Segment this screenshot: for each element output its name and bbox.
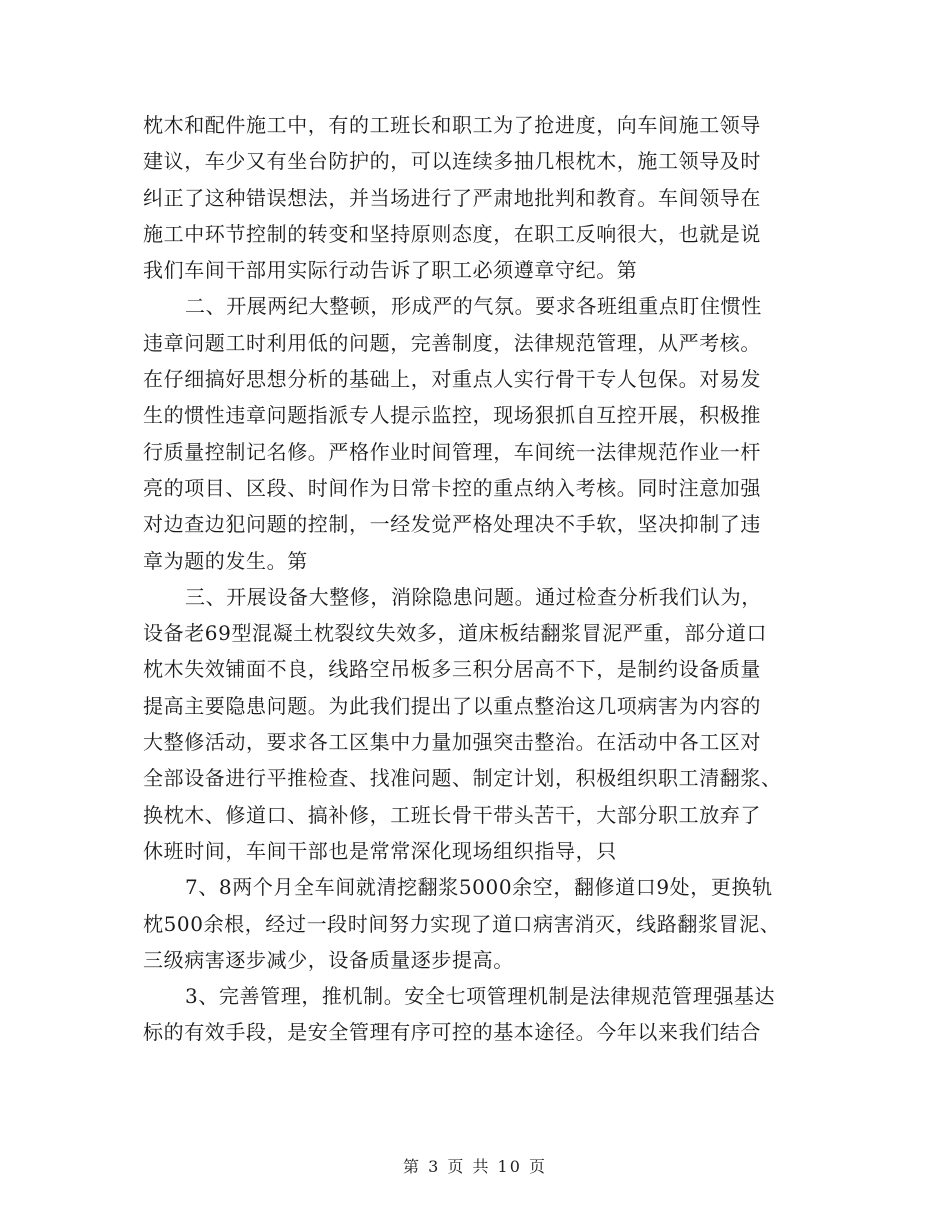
text-line: 违章问题工时利用低的问题，完善制度，法律规范管理，从严考核。 (143, 330, 761, 355)
text-line: 亮的项目、区段、时间作为日常卡控的重点纳入考核。同时注意加强 (143, 475, 761, 500)
text-line: 大整修活动，要求各工区集中力量加强突击整治。在活动中各工区对 (143, 730, 761, 755)
text-line: 三级病害逐步减少，设备质量逐步提高。 (143, 947, 514, 972)
text-line: 提高主要隐患问题。为此我们提出了以重点整治这几项病害为内容的 (143, 693, 761, 718)
text-line: 枕木和配件施工中，有的工班长和职工为了抢进度，向车间施工领导 (143, 113, 761, 137)
text-line: 设备老69型混凝土枕裂纹失效多，道床板结翻浆冒泥严重，部分道口 (143, 621, 768, 646)
text-line: 章为题的发生。第 (143, 548, 308, 573)
body-text (143, 107, 808, 1051)
text-line: 全部设备进行平推检查、找准问题、制定计划，积极组织职工清翻浆、 (143, 766, 782, 791)
text-line: 枕500余根，经过一段时间努力实现了道口病害消灭，线路翻浆冒泥、 (143, 911, 781, 936)
text-line: 行质量控制记名修。严格作业时间管理，车间统一法律规范作业一杆 (143, 439, 761, 464)
text-line: 二、开展两纪大整顿，形成严的气氛。要求各班组重点盯住惯性 (185, 294, 762, 319)
text-line: 标的有效手段，是安全管理有序可控的基本途径。今年以来我们结合 (143, 1020, 761, 1045)
text-line: 休班时间，车间干部也是常常深化现场组织指导，只 (143, 838, 617, 863)
text-line: 我们车间干部用实际行动告诉了职工必须遵章守纪。第 (143, 258, 638, 283)
text-line: 枕木失效铺面不良，线路空吊板多三积分居高不下，是制约设备质量 (143, 657, 761, 682)
text-line: 生的惯性违章问题指派专人提示监控，现场狠抓自互控开展，积极推 (143, 403, 761, 428)
text-line: 7、8两个月全车间就清挖翻浆5000余空，翻修道口9处，更换轨 (185, 875, 773, 900)
text-line: 纠正了这种错误想法，并当场进行了严肃地批判和教育。车间领导在 (143, 185, 761, 210)
text-line: 建议，车少又有坐台防护的，可以连续多抽几根枕木，施工领导及时 (143, 149, 761, 174)
text-line: 3、完善管理，推机制。安全七项管理机制是法律规范管理强基达 (185, 984, 776, 1009)
text-line: 在仔细搞好思想分析的基础上，对重点人实行骨干专人包保。对易发 (143, 367, 761, 392)
page-number-footer: 第 3 页 共 10 页 (403, 1157, 547, 1176)
text-line: 换枕木、修道口、搞补修，工班长骨干带头苦干，大部分职工放弃了 (143, 802, 761, 827)
text-line: 施工中环节控制的转变和坚持原则态度，在职工反响很大，也就是说 (143, 221, 761, 246)
text-line: 对边查边犯问题的控制，一经发觉严格处理决不手软，坚决抑制了违 (143, 512, 761, 537)
text-line: 三、开展设备大整修，消除隐患问题。通过检查分析我们认为， (185, 584, 762, 609)
